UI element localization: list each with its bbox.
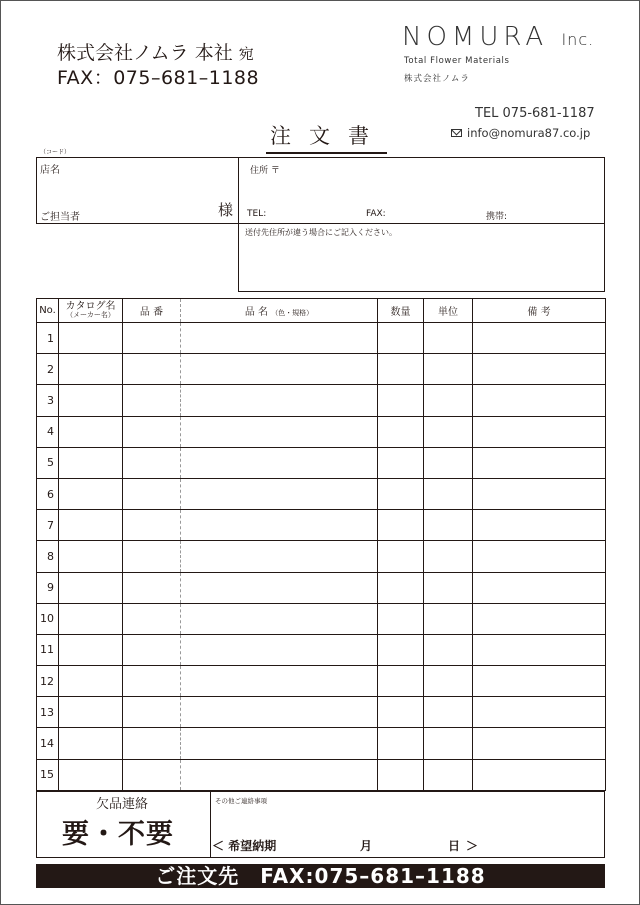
- col-qty: 数量: [378, 299, 424, 323]
- cell-part[interactable]: [123, 603, 181, 634]
- cell-qty[interactable]: [378, 447, 424, 478]
- cell-part[interactable]: [123, 697, 181, 728]
- address-label-text: 住所: [250, 166, 269, 176]
- col-remarks: 備 考: [473, 299, 606, 323]
- cell-name[interactable]: [181, 541, 378, 572]
- cell-remarks[interactable]: [473, 541, 606, 572]
- cell-remarks[interactable]: [473, 416, 606, 447]
- cell-part[interactable]: [123, 634, 181, 665]
- cell-part[interactable]: [123, 572, 181, 603]
- cell-unit[interactable]: [424, 510, 473, 541]
- cell-remarks[interactable]: [473, 728, 606, 759]
- cell-name[interactable]: [181, 323, 378, 354]
- cell-catalog[interactable]: [59, 634, 123, 665]
- cell-remarks[interactable]: [473, 697, 606, 728]
- cell-part[interactable]: [123, 354, 181, 385]
- cell-unit[interactable]: [424, 354, 473, 385]
- table-header-row: [37, 299, 606, 323]
- row-number: 8: [37, 541, 59, 572]
- mobile-field-label: 携帯:: [486, 212, 508, 222]
- code-label: （コード）: [40, 149, 71, 156]
- row-number: 6: [37, 478, 59, 509]
- cell-unit[interactable]: [424, 572, 473, 603]
- cell-remarks[interactable]: [473, 385, 606, 416]
- cell-unit[interactable]: [424, 728, 473, 759]
- row-number: 5: [37, 447, 59, 478]
- tel-field-label: TEL:: [247, 209, 267, 219]
- person-label: ご担当者: [40, 212, 80, 223]
- cell-qty[interactable]: [378, 354, 424, 385]
- cell-unit[interactable]: [424, 323, 473, 354]
- company-logo: [402, 22, 594, 52]
- cell-qty[interactable]: [378, 728, 424, 759]
- table-row: [37, 385, 606, 416]
- cell-remarks[interactable]: [473, 510, 606, 541]
- table-row: [37, 416, 606, 447]
- cell-name[interactable]: [181, 728, 378, 759]
- form-title: 注文書: [266, 120, 387, 154]
- table-row: [37, 572, 606, 603]
- contact-email-text: info@nomura87.co.jp: [467, 126, 591, 140]
- row-number: 3: [37, 385, 59, 416]
- cell-remarks[interactable]: [473, 572, 606, 603]
- cell-unit[interactable]: [424, 697, 473, 728]
- cell-unit[interactable]: [424, 385, 473, 416]
- cell-part[interactable]: [123, 510, 181, 541]
- addressee-honorific: 宛: [238, 45, 254, 63]
- delivery-month: 月: [360, 839, 373, 853]
- addressee-company: [57, 38, 254, 65]
- address-box[interactable]: [238, 157, 605, 224]
- cell-qty[interactable]: [378, 697, 424, 728]
- other-notes-label: その他ご連絡事項: [215, 797, 267, 805]
- col-catalog-label: カタログ名: [65, 300, 116, 312]
- bottom-divider: [210, 791, 211, 858]
- delivery-label: 希望納期: [228, 839, 277, 853]
- order-items-table: [36, 298, 606, 791]
- cell-catalog[interactable]: [59, 385, 123, 416]
- cell-qty[interactable]: [378, 666, 424, 697]
- cell-name[interactable]: [181, 759, 378, 790]
- col-catalog: [59, 299, 123, 323]
- cell-name[interactable]: [181, 478, 378, 509]
- cell-qty[interactable]: [378, 323, 424, 354]
- cell-qty[interactable]: [378, 478, 424, 509]
- col-name: [181, 299, 378, 323]
- cell-unit[interactable]: [424, 416, 473, 447]
- row-number: 7: [37, 510, 59, 541]
- fax-field-label: FAX:: [366, 209, 386, 219]
- cell-qty[interactable]: [378, 541, 424, 572]
- col-catalog-sub: （メーカー名）: [66, 310, 115, 319]
- table-row: [37, 634, 606, 665]
- cell-remarks[interactable]: [473, 634, 606, 665]
- cell-catalog[interactable]: [59, 666, 123, 697]
- table-row: [37, 478, 606, 509]
- shop-label: 店名: [40, 165, 60, 176]
- cell-unit[interactable]: [424, 666, 473, 697]
- table-row: [37, 354, 606, 385]
- mail-icon: [451, 129, 462, 137]
- table-row: [37, 603, 606, 634]
- footer-fax-band: ご注文先 FAX:075–681–1188: [36, 864, 605, 888]
- cell-name[interactable]: [181, 447, 378, 478]
- row-number: 9: [37, 572, 59, 603]
- cell-qty[interactable]: [378, 416, 424, 447]
- table-row: [37, 323, 606, 354]
- cell-part[interactable]: [123, 323, 181, 354]
- cell-catalog[interactable]: [59, 572, 123, 603]
- shortage-value[interactable]: 要・不要: [62, 819, 174, 850]
- cell-qty[interactable]: [378, 510, 424, 541]
- alt-address-note: 送付先住所が違う場合にご記入ください。: [245, 228, 397, 237]
- cell-remarks[interactable]: [473, 478, 606, 509]
- cell-name[interactable]: [181, 572, 378, 603]
- logo-name: NOMURA: [402, 22, 549, 52]
- cell-unit[interactable]: [424, 478, 473, 509]
- cell-catalog[interactable]: [59, 603, 123, 634]
- cell-catalog[interactable]: [59, 416, 123, 447]
- cell-catalog[interactable]: [59, 541, 123, 572]
- table-row: [37, 697, 606, 728]
- table-row: [37, 666, 606, 697]
- cell-qty[interactable]: [378, 385, 424, 416]
- postal-mark: 〒: [270, 166, 280, 176]
- logo-jp-name: 株式会社ノムラ: [404, 74, 470, 84]
- cell-remarks[interactable]: [473, 759, 606, 790]
- col-name-sub: （色・規格）: [271, 309, 314, 317]
- cell-unit[interactable]: [424, 447, 473, 478]
- table-row: [37, 728, 606, 759]
- delivery-row[interactable]: [212, 837, 502, 854]
- delivery-open: ＜: [212, 839, 225, 853]
- cell-unit[interactable]: [424, 541, 473, 572]
- cell-part[interactable]: [123, 759, 181, 790]
- cell-part[interactable]: [123, 385, 181, 416]
- cell-name[interactable]: [181, 354, 378, 385]
- cell-name[interactable]: [181, 510, 378, 541]
- sama-label: 様: [218, 201, 234, 219]
- row-number: 14: [37, 728, 59, 759]
- cell-catalog[interactable]: [59, 759, 123, 790]
- cell-catalog[interactable]: [59, 697, 123, 728]
- logo-suffix: Inc.: [561, 30, 595, 49]
- cell-remarks[interactable]: [473, 603, 606, 634]
- table-row: [37, 510, 606, 541]
- cell-qty[interactable]: [378, 759, 424, 790]
- cell-part[interactable]: [123, 541, 181, 572]
- cell-catalog[interactable]: [59, 447, 123, 478]
- cell-unit[interactable]: [424, 759, 473, 790]
- cell-remarks[interactable]: [473, 447, 606, 478]
- contact-email: [451, 126, 590, 140]
- cell-catalog[interactable]: [59, 478, 123, 509]
- col-no: No.: [37, 299, 59, 323]
- table-row: [37, 759, 606, 790]
- table-row: [37, 541, 606, 572]
- address-label: [250, 163, 280, 176]
- cell-remarks[interactable]: [473, 354, 606, 385]
- cell-name[interactable]: [181, 603, 378, 634]
- addressee-fax: FAX：075–681–1188: [57, 67, 260, 89]
- cell-name[interactable]: [181, 634, 378, 665]
- cell-part[interactable]: [123, 666, 181, 697]
- cell-part[interactable]: [123, 416, 181, 447]
- cell-part[interactable]: [123, 728, 181, 759]
- cell-qty[interactable]: [378, 572, 424, 603]
- col-part: 品 番: [123, 299, 181, 323]
- row-number: 10: [37, 603, 59, 634]
- cell-name[interactable]: [181, 697, 378, 728]
- delivery-close: ＞: [466, 839, 479, 853]
- row-number: 12: [37, 666, 59, 697]
- cell-name[interactable]: [181, 385, 378, 416]
- cell-remarks[interactable]: [473, 323, 606, 354]
- logo-tagline: Total Flower Materials: [404, 56, 510, 66]
- cell-qty[interactable]: [378, 634, 424, 665]
- cell-part[interactable]: [123, 447, 181, 478]
- col-name-label: 品 名: [244, 307, 268, 318]
- contact-tel: TEL 075-681-1187: [475, 106, 595, 121]
- table-row: [37, 447, 606, 478]
- cell-name[interactable]: [181, 666, 378, 697]
- cell-catalog[interactable]: [59, 323, 123, 354]
- addressee-company-name: 株式会社ノムラ 本社: [57, 42, 233, 64]
- col-unit: 単位: [424, 299, 473, 323]
- row-number: 11: [37, 634, 59, 665]
- cell-qty[interactable]: [378, 603, 424, 634]
- cell-catalog[interactable]: [59, 354, 123, 385]
- row-number: 13: [37, 697, 59, 728]
- cell-unit[interactable]: [424, 634, 473, 665]
- cell-catalog[interactable]: [59, 728, 123, 759]
- delivery-day: 日: [448, 839, 461, 853]
- shortage-label: 欠品連絡: [96, 797, 149, 812]
- cell-catalog[interactable]: [59, 510, 123, 541]
- row-number: 1: [37, 323, 59, 354]
- row-number: 2: [37, 354, 59, 385]
- cell-part[interactable]: [123, 478, 181, 509]
- row-number: 4: [37, 416, 59, 447]
- cell-remarks[interactable]: [473, 666, 606, 697]
- row-number: 15: [37, 759, 59, 790]
- cell-name[interactable]: [181, 416, 378, 447]
- cell-unit[interactable]: [424, 603, 473, 634]
